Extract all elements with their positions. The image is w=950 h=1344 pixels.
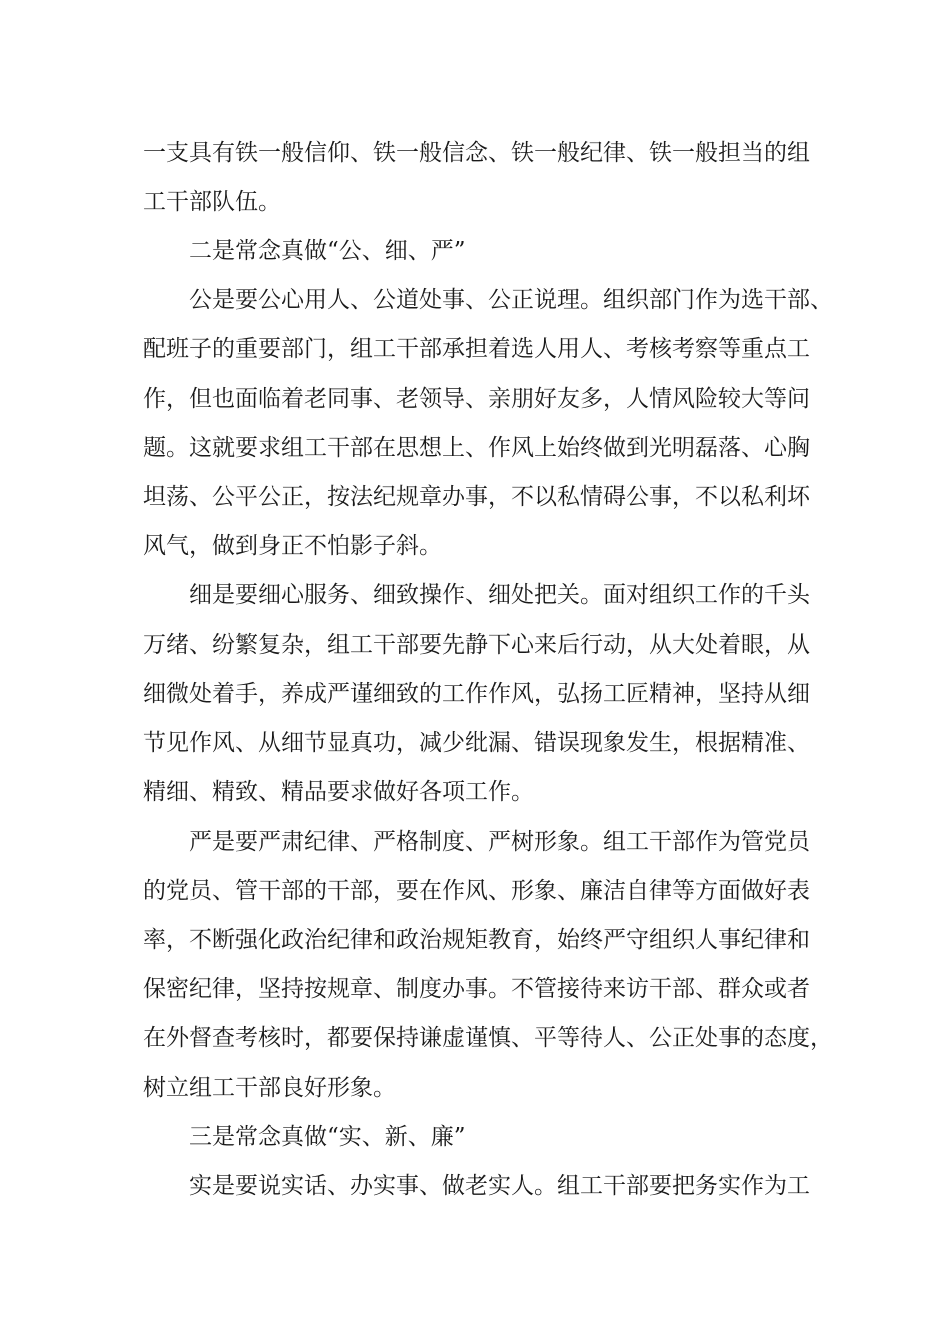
text-line: 严是要严肃纪律、严格制度、严树形象。组工干部作为管党员 <box>189 829 810 855</box>
text-line: 风气，做到身正不怕影子斜。 <box>143 533 442 559</box>
text-line: 的党员、管干部的干部，要在作风、形象、廉洁自律等方面做好表 <box>143 878 810 904</box>
text-line: 坦荡、公平公正，按法纪规章办事，不以私情碍公事，不以私利坏 <box>143 484 810 510</box>
text-line: 配班子的重要部门，组工干部承担着选人用人、考核考察等重点工 <box>143 336 810 362</box>
text-line: 工干部队伍。 <box>143 189 281 215</box>
section-heading: 二是常念真做“公、细、严” <box>189 238 466 264</box>
text-line: 题。这就要求组工干部在思想上、作风上始终做到光明磊落、心胸 <box>143 435 810 461</box>
text-line: 细微处着手，养成严谨细致的工作作风，弘扬工匠精神，坚持从细 <box>143 681 810 707</box>
section-heading: 三是常念真做“实、新、廉” <box>189 1124 466 1150</box>
text-line: 精细、精致、精品要求做好各项工作。 <box>143 779 534 805</box>
text-line: 保密纪律，坚持按规章、制度办事。不管接待来访干部、群众或者 <box>143 976 810 1002</box>
text-line: 树立组工干部良好形象。 <box>143 1075 396 1101</box>
text-line: 实是要说实话、办实事、做老实人。组工干部要把务实作为工 <box>189 1173 810 1199</box>
text-line: 作，但也面临着老同事、老领导、亲朋好友多，人情风险较大等问 <box>143 386 810 412</box>
text-line: 一支具有铁一般信仰、铁一般信念、铁一般纪律、铁一般担当的组 <box>143 140 810 166</box>
text-line: 节见作风、从细节显真功，减少纰漏、错误现象发生，根据精准、 <box>143 730 810 756</box>
text-line: 在外督查考核时，都要保持谦虚谨慎、平等待人、公正处事的态度， <box>143 1025 833 1051</box>
text-line: 万绪、纷繁复杂，组工干部要先静下心来后行动，从大处着眼，从 <box>143 632 810 658</box>
text-line: 率，不断强化政治纪律和政治规矩教育，始终严守组织人事纪律和 <box>143 927 810 953</box>
text-line: 公是要公心用人、公道处事、公正说理。组织部门作为选干部、 <box>189 287 833 313</box>
text-line: 细是要细心服务、细致操作、细处把关。面对组织工作的千头 <box>189 582 810 608</box>
